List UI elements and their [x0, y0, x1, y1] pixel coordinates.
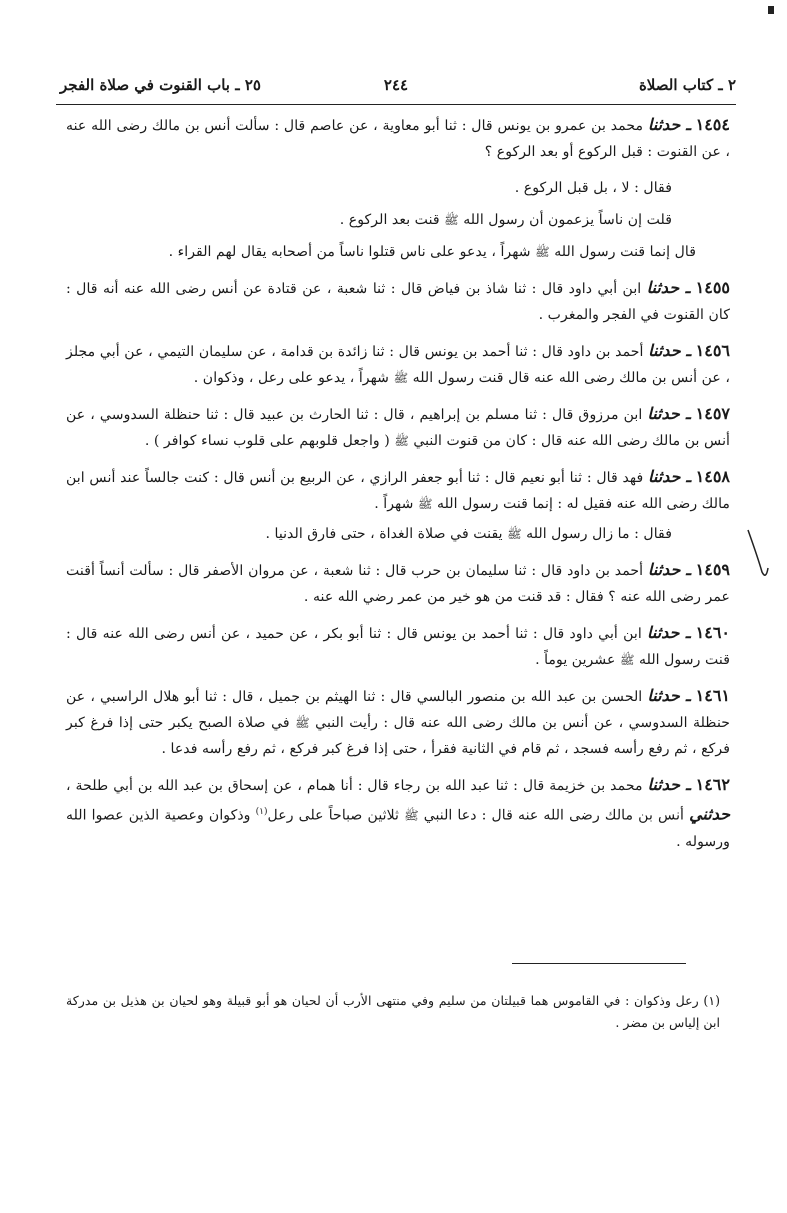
haddatha-word: ـ حدثنا: [647, 560, 691, 579]
margin-checkmark-icon: [744, 520, 774, 590]
hadith-1462: ١٤٦٢ ـ حدثنا محمد بن خزيمة قال : ثنا عبد الله بن رجاء قال : أنا همام ، عن إسحاق بن عبد الله بن أبي طلحة ، حدثني أنس بن مالك رضى الله عنه قال : دعا النبي ﷺ ثلاثين صباحاً على رعل$^{(١)}$ وذكوان وعصية الذين عصوا الله ورسوله .: [66, 775, 730, 850]
hadith-number: ١٤٥٧: [695, 404, 730, 423]
hadith-1456: ١٤٥٦ ـ حدثنا أحمد بن داود قال : ثنا أحمد بن يونس قال : ثنا زائدة بن قدامة ، عن سليمان التيمي ، عن أبي مجلز ، عن أنس بن مالك رضى الله عنه قال قنت رسول الله ﷺ شهراً ، يدعو على رعل ، وذكوان .: [66, 341, 730, 386]
hadith-text: ابن أبي داود قال : ثنا شاذ بن فياض قال : ثنا شعبة ، عن قتادة عن أنس رضى الله عنه أنه قال : كان القنوت في الفجر والمغرب .: [66, 281, 730, 323]
book-title: ٢ ـ كتاب الصلاة: [638, 76, 736, 94]
hadith-number: ١٤٦٠: [695, 623, 731, 642]
saw-symbol: ﷺ: [535, 245, 550, 259]
page-header: [56, 70, 736, 100]
haddatha-word: ـ حدثنا: [647, 686, 691, 705]
hadith-number: ١٤٥٤: [695, 115, 730, 134]
haddatha-word: ـ حدثنا: [647, 404, 691, 423]
hadith-number: ١٤٥٨: [695, 467, 731, 486]
header-divider: [56, 104, 736, 105]
corner-mark: [768, 6, 774, 14]
hadith-1454-reply-3: قال إنما قنت رسول الله ﷺ شهراً ، يدعو على ناس قتلوا ناساً من أصحابه يقال لهم القراء .: [168, 244, 696, 260]
hadith-number: ١٤٦٢: [695, 775, 730, 794]
page-number: ٢٤٤: [383, 76, 409, 94]
hadith-1454: [66, 112, 730, 165]
saw-symbol: ﷺ: [507, 527, 522, 541]
footnote-divider: [512, 963, 686, 964]
haddatha-word: ـ حدثنا: [647, 775, 691, 794]
saw-symbol: ﷺ: [404, 808, 419, 823]
hadith-1460: ١٤٦٠ ـ حدثنا ابن أبي داود قال : ثنا أحمد بن يونس قال : ثنا أبو بكر ، عن حميد ، عن أنس رضى الله عنه قال : قنت رسول الله ﷺ عشرين يوماً .: [66, 623, 731, 668]
hadith-1454-reply-2: قلت إن ناساً يزعمون أن رسول الله ﷺ قنت بعد الركوع .: [339, 212, 672, 228]
hadith-number: ١٤٥٩: [695, 560, 730, 579]
hadith-1459: ١٤٥٩ ـ حدثنا أحمد بن داود قال : ثنا سليمان بن حرب قال : ثنا شعبة ، عن مروان الأصفر قال : سألت أنساً أقنت عمر رضى الله عنه ؟ فقال : قد قنت من هو خير من عمر رضي الله عنه .: [66, 560, 730, 605]
footnote: (١) رعل وذكوان : في القاموس هما قبيلتان من سليم وفي منتهى الأرب أن لحيان هو أبو قبيلة وهو لحيان بن هذيل بن مدركة ابن إلياس بن مضر .: [66, 993, 720, 1030]
main-text: [66, 112, 730, 865]
hadith-1455: [66, 275, 730, 328]
saw-symbol: ﷺ: [444, 213, 459, 227]
saw-symbol: ﷺ: [394, 434, 409, 448]
haddatha-word: ـ حدثنا: [646, 278, 691, 297]
haddatha-word: ـ حدثنا: [647, 623, 691, 642]
haddatha-word: ـ حدثنا: [647, 467, 691, 486]
haddathani-word: حدثني: [689, 804, 730, 824]
hadith-1458: ١٤٥٨ ـ حدثنا فهد قال : ثنا أبو نعيم قال : ثنا أبو جعفر الرازي ، عن الربيع بن أنس قال : كنت جالساً عند أنس ابن مالك رضى الله عنه فقيل له : إنما قنت رسول الله ﷺ شهراً .: [66, 467, 731, 512]
haddatha-word: ـ حدثنا: [647, 115, 691, 134]
saw-symbol: ﷺ: [295, 716, 310, 730]
chapter-title: ٢٥ ـ باب القنوت في صلاة الفجر: [60, 76, 261, 94]
hadith-number: ١٤٥٥: [695, 278, 730, 297]
hadith-1457: ١٤٥٧ ـ حدثنا ابن مرزوق قال : ثنا مسلم بن إبراهيم ، قال : ثنا الحارث بن عبيد قال : ثنا حنظلة السدوسي ، عن أنس بن مالك رضى الله عنه قال : كان من قنوت النبي ﷺ ( واجعل قلوبهم على قلوب نساء كوافر ) .: [66, 404, 730, 449]
saw-symbol: ﷺ: [393, 371, 409, 385]
saw-symbol: ﷺ: [620, 653, 635, 667]
footnote-reference: (١): [255, 807, 268, 817]
hadith-number: ١٤٦١: [695, 686, 731, 705]
hadith-number: ١٤٥٦: [695, 341, 730, 360]
haddatha-word: ـ حدثنا: [648, 341, 691, 360]
hadith-text: محمد بن عمرو بن يونس قال : ثنا أبو معاوية ، عن عاصم قال : سألت أنس بن مالك رضى الله عنه ، عن القنوت : قبل الركوع أو بعد الركوع ؟: [66, 118, 730, 160]
hadith-1458-reply: فقال : ما زال رسول الله ﷺ يقنت في صلاة الغداة ، حتى فارق الدنيا .: [265, 526, 672, 542]
saw-symbol: ﷺ: [417, 497, 433, 511]
hadith-1461: ١٤٦١ ـ حدثنا الحسن بن عبد الله بن منصور البالسي قال : ثنا الهيثم بن جميل ، قال : ثنا أبو هلال الراسبي ، عن حنظلة السدوسي ، عن أنس بن مالك رضى الله عنه قال : رأيت النبي ﷺ في صلاة الصبح يكبر حتى إذا فرغ كبر فركع ، ثم رفع رأسه فسجد ، ثم قام في الثانية فقرأ ، حتى إذا فرغ كبر فركع ، ثم رفع رأسه فدعا .: [66, 686, 731, 757]
hadith-1454-reply-1: فقال : لا ، بل قبل الركوع .: [514, 180, 672, 196]
